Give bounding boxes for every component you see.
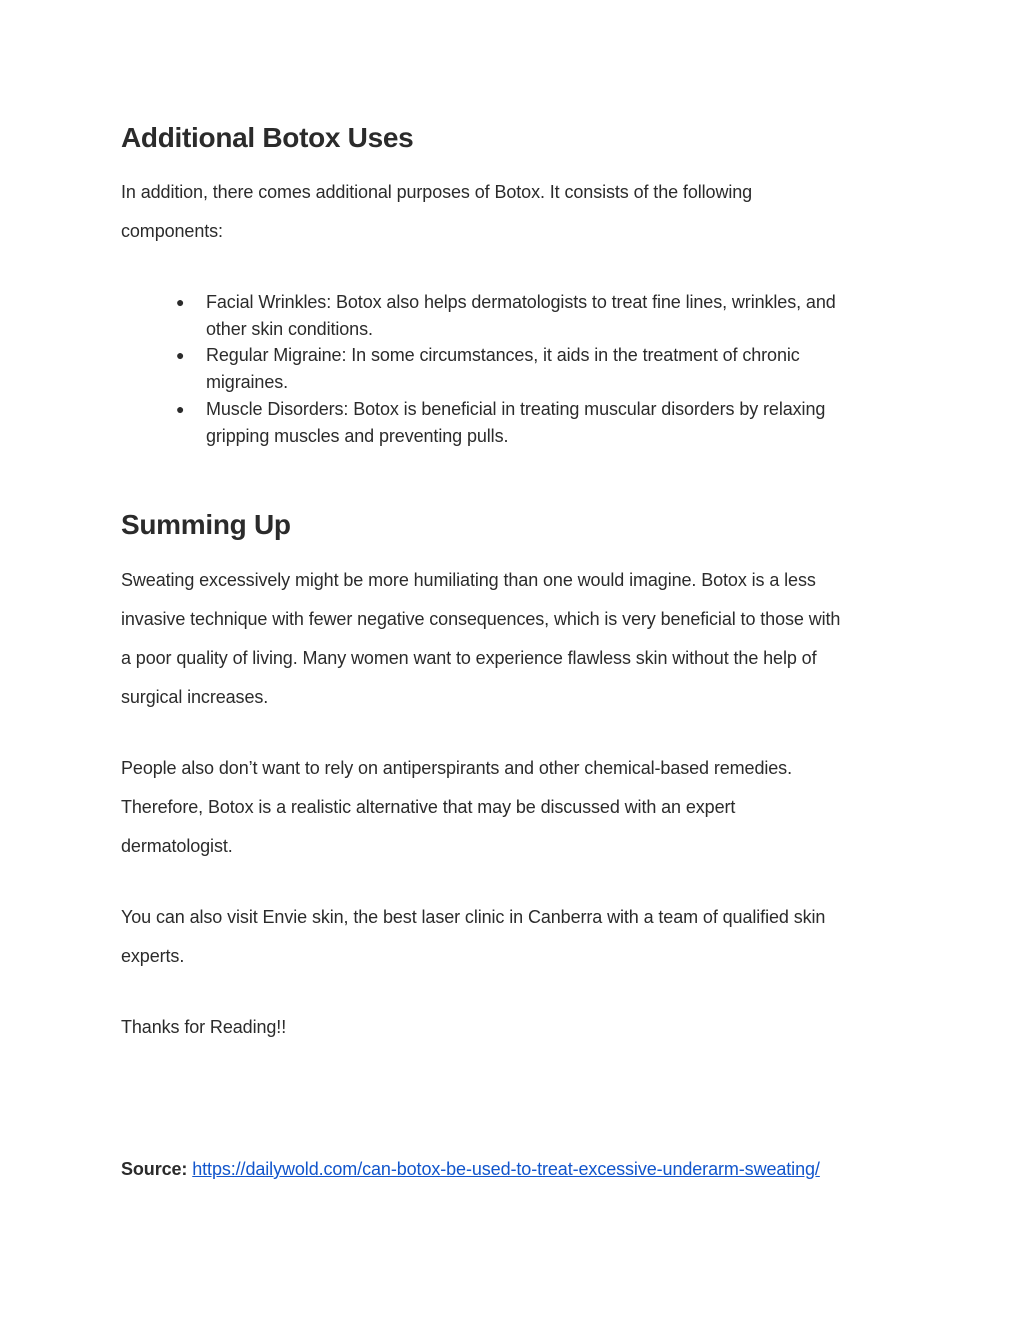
paragraph-line: surgical increases. bbox=[121, 687, 269, 707]
paragraph-line: People also don’t want to rely on antiperspirants and other chemical-based remedies. bbox=[121, 758, 792, 778]
paragraph-line: a poor quality of living. Many women want to experience flawless skin without the help of bbox=[121, 648, 817, 668]
list-item-text: migraines. bbox=[206, 372, 289, 393]
source-label: Source: bbox=[121, 1159, 188, 1179]
summary-paragraph-3 bbox=[121, 898, 911, 976]
paragraph-line: You can also visit Envie skin, the best laser clinic in Canberra with a team of qualified skin bbox=[121, 907, 826, 927]
source-line bbox=[121, 1155, 820, 1183]
list-item-text: Muscle Disorders: Botox is beneficial in treating muscular disorders by relaxing bbox=[206, 398, 826, 419]
section-heading-summing-up: Summing Up bbox=[121, 509, 291, 540]
list-item-text: other skin conditions. bbox=[206, 318, 373, 339]
list-item bbox=[121, 396, 911, 449]
summary-paragraph-2 bbox=[121, 749, 911, 866]
intro-line: components: bbox=[121, 221, 223, 241]
section-heading-additional-botox-uses: Additional Botox Uses bbox=[121, 122, 414, 153]
intro-line: In addition, there comes additional purposes of Botox. It consists of the following bbox=[121, 182, 753, 202]
intro-paragraph bbox=[121, 173, 911, 251]
list-item-text: Facial Wrinkles: Botox also helps dermatologists to treat fine lines, wrinkles, and bbox=[206, 292, 836, 312]
paragraph-line: invasive technique with fewer negative consequences, which is very beneficial to those with bbox=[121, 609, 841, 629]
paragraph-line: experts. bbox=[121, 946, 185, 966]
list-item bbox=[121, 289, 911, 342]
list-item-text: Regular Migraine: In some circumstances, it aids in the treatment of chronic bbox=[206, 345, 800, 366]
list-item bbox=[121, 342, 911, 395]
paragraph-line: Therefore, Botox is a realistic alternative that may be discussed with an expert bbox=[121, 797, 736, 817]
bullet-icon: ● bbox=[176, 347, 185, 364]
list-item-text: gripping muscles and preventing pulls. bbox=[206, 425, 509, 446]
paragraph-line: dermatologist. bbox=[121, 836, 233, 856]
source-link[interactable]: https://dailywold.com/can-botox-be-used-to-treat-excessive-underarm-sweating/ bbox=[192, 1159, 820, 1179]
bullet-icon: ● bbox=[176, 400, 185, 417]
closing-paragraph: Thanks for Reading!! bbox=[121, 1017, 287, 1037]
botox-uses-list bbox=[121, 289, 911, 449]
paragraph-line: Sweating excessively might be more humiliating than one would imagine. Botox is a less bbox=[121, 570, 816, 590]
bullet-icon: ● bbox=[176, 294, 185, 310]
summary-paragraph-1 bbox=[121, 561, 911, 717]
